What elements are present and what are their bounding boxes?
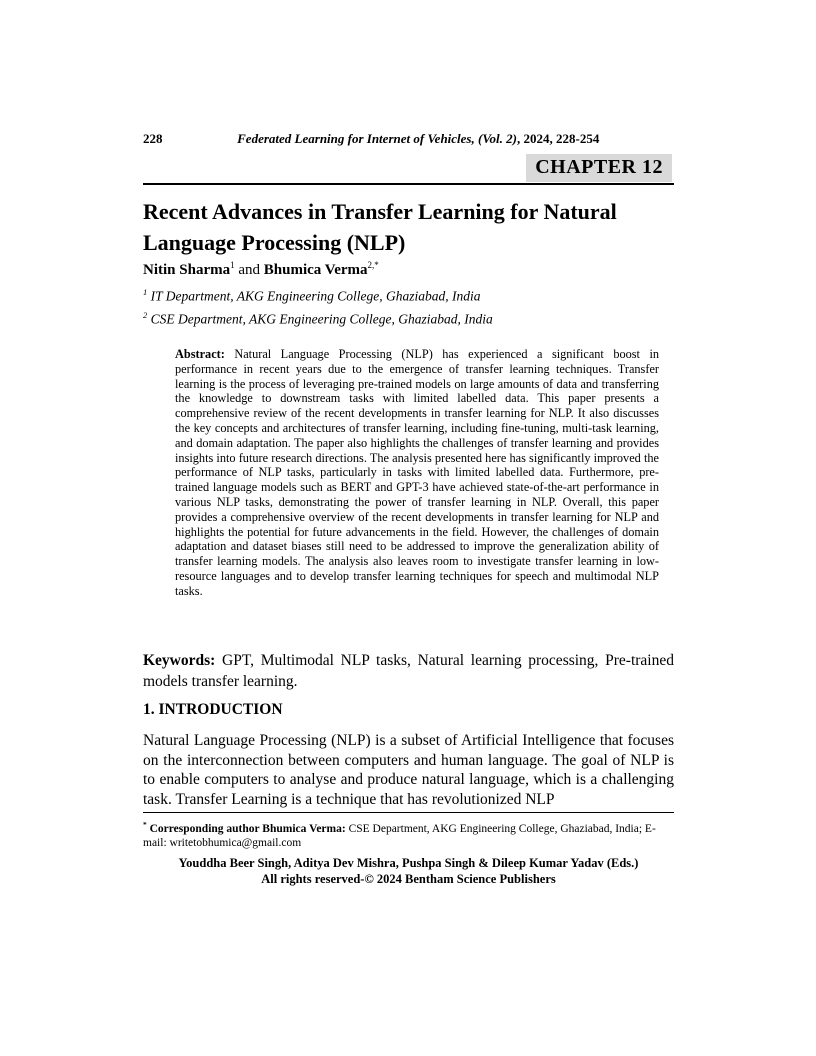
keywords-text: GPT, Multimodal NLP tasks, Natural learning processing, Pre-trained models transfer learning. — [143, 652, 674, 690]
running-title-suffix: , 2024, 228-254 — [517, 131, 600, 146]
footnote-text: CSE Department, AKG Engineering College, Ghaziabad, India; E-mail: writetobhumica@gmail.com — [143, 822, 656, 849]
chapter-title: Recent Advances in Transfer Learning for Natural Language Processing (NLP) — [143, 199, 617, 255]
running-header — [143, 131, 674, 147]
running-title-book: Federated Learning for Internet of Vehicles, (Vol. 2) — [237, 131, 517, 146]
running-title — [163, 131, 675, 147]
affiliation-2 — [143, 306, 674, 329]
chapter-label: CHAPTER 12 — [526, 154, 672, 182]
footnote-marker: * — [143, 820, 147, 829]
introduction-paragraph: Natural Language Processing (NLP) is a subset of Artificial Intelligence that focuses on the interconnection between computers and human language. The goal of NLP is to enable computers to analyse and produce natural language, which is a challenging task. Transfer Learning is a technique that has revolutionized NLP — [143, 732, 674, 808]
abstract-label: Abstract: — [175, 347, 225, 361]
author-name-1: Nitin Sharma — [143, 262, 231, 278]
author-1-affil-marker: 1 — [230, 260, 235, 270]
author-name-2: Bhumica Verma — [263, 262, 368, 278]
copyright-line: All rights reserved-© 2024 Bentham Science Publishers — [261, 871, 556, 886]
keywords — [143, 651, 674, 692]
authors-separator: and — [234, 262, 264, 278]
page-number: 228 — [143, 131, 163, 146]
abstract-text: Natural Language Processing (NLP) has experienced a significant boost in performance in recent years due to the emergence of transfer learning techniques. Transfer learning is the process of leveraging pre-trained models on large amounts of data and transferring the knowledge to downstream tasks with limited labelled data. This paper presents a comprehensive review of the recent developments in transfer learning for NLP. It also discusses the key concepts and architectures of transfer learning, including fine-tuning, multi-task learning, and domain adaptation. The paper also highlights the challenges of transfer learning and provides insights into future research directions. The analysis presented here has significantly improved the performance of NLP tasks, particularly in tasks with limited labelled data. Furthermore, pre-trained language models such as BERT and GPT-3 have achieved state-of-the-art performance in various NLP tasks, demonstrating the power of transfer learning in NLP. Overall, this paper provides a comprehensive overview of the recent developments in transfer learning for NLP and highlights the potential for future advancements in the field. However, the challenges of domain adaptation and dataset biases still need to be addressed to improve the generalization ability of transfer learning models. The analysis also leaves room to investigate transfer learning in low-resource languages and to develop transfer learning techniques for speech and multimodal NLP tasks. — [175, 347, 660, 598]
affiliation-2-text: CSE Department, AKG Engineering College, Ghaziabad, India — [150, 311, 493, 327]
corresponding-author-footnote — [143, 818, 674, 850]
header-rule — [143, 183, 674, 185]
affiliation-1-text: IT Department, AKG Engineering College, Ghaziabad, India — [150, 288, 481, 304]
abstract — [175, 347, 659, 599]
footnote-rule — [143, 812, 674, 813]
affiliation-1 — [143, 283, 674, 306]
affiliations — [143, 283, 674, 329]
authors-line — [143, 260, 674, 279]
publisher-block — [143, 856, 674, 887]
affiliation-2-marker: 2 — [143, 310, 148, 320]
affiliation-1-marker: 1 — [143, 287, 148, 297]
author-2-affil-marker: 2,* — [367, 260, 379, 270]
editors-line: Youddha Beer Singh, Aditya Dev Mishra, Pushpa Singh & Dileep Kumar Yadav (Eds.) — [178, 856, 639, 870]
keywords-label: Keywords: — [143, 652, 216, 669]
footnote-bold-label: Corresponding author Bhumica Verma: — [149, 822, 346, 835]
section-heading-introduction: 1. INTRODUCTION — [143, 701, 283, 718]
